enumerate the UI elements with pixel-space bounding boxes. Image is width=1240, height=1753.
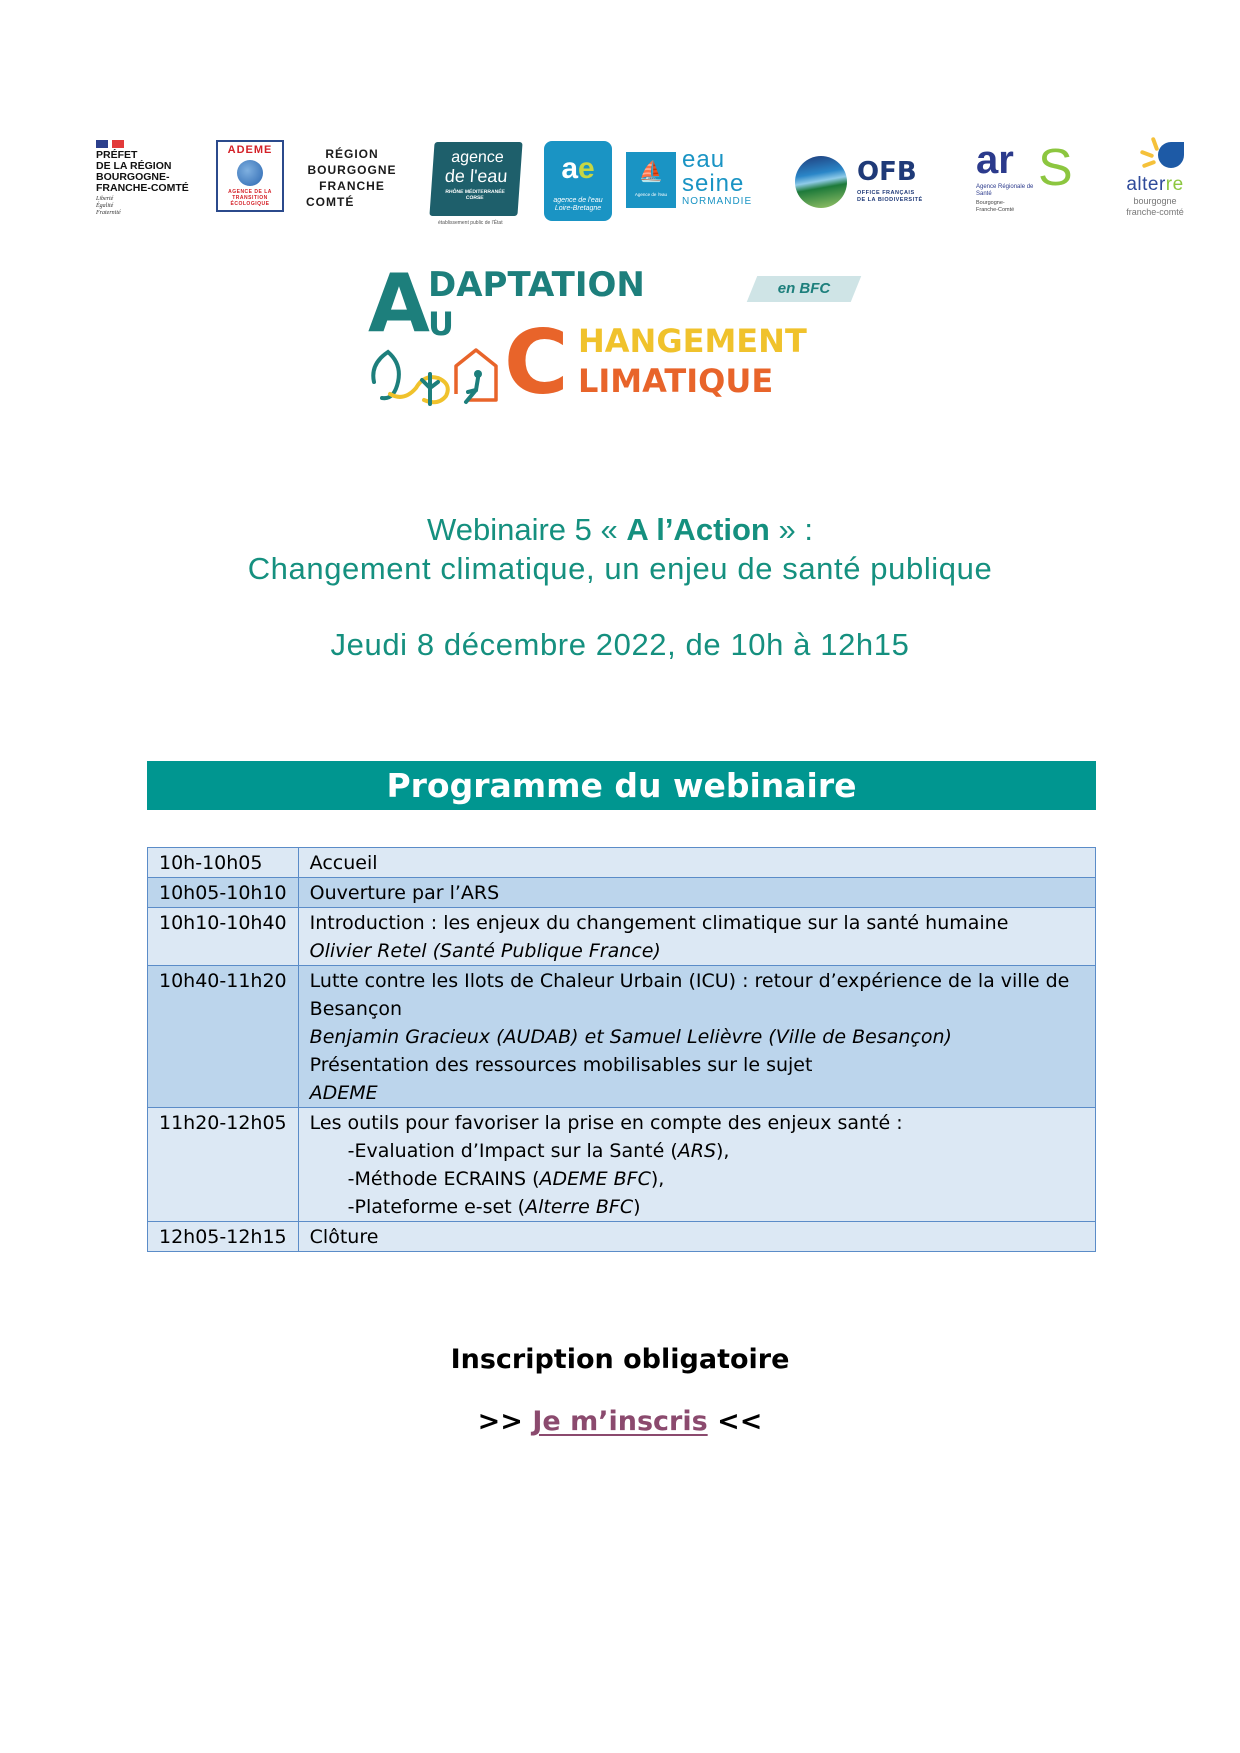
aesn-line: eau bbox=[682, 146, 726, 173]
aesn-line: NORMANDIE bbox=[682, 196, 753, 207]
arrow-suffix: << bbox=[707, 1406, 763, 1437]
globe-icon bbox=[237, 160, 263, 186]
region-line: BOURGOGNE bbox=[307, 163, 397, 177]
logo-adaptation: DAPTATION bbox=[428, 265, 645, 305]
table-row bbox=[148, 848, 1096, 878]
speaker-line: ADEME bbox=[309, 1082, 378, 1104]
programme-table bbox=[147, 847, 1096, 1252]
aermc-line: RHÔNE MÉDITERRANÉE bbox=[445, 189, 506, 195]
time-cell: 11h20-12h05 bbox=[148, 1108, 299, 1222]
content-cell bbox=[298, 908, 1095, 966]
ofb-wordmark: OFB bbox=[857, 157, 917, 187]
prefet-line: DE LA RÉGION bbox=[96, 160, 172, 172]
logo-en-bfc-tag: en BFC bbox=[747, 276, 862, 302]
org-name: Alterre BFC bbox=[525, 1196, 634, 1218]
webinar-title: Webinaire 5 « A l’Action » : bbox=[427, 512, 813, 547]
adaptation-changement-climatique-logo bbox=[368, 257, 868, 414]
dash-bullet-icon: - bbox=[347, 1168, 355, 1190]
arrow-prefix: >> bbox=[477, 1406, 533, 1437]
logo-climatique: LIMATIQUE bbox=[578, 362, 774, 400]
ars-region-line: Franche-Comté bbox=[976, 207, 1015, 213]
table-row bbox=[148, 966, 1096, 1108]
ars-logo bbox=[976, 138, 1096, 224]
prefet-bfc-logo bbox=[96, 140, 200, 217]
aesn-line: seine bbox=[682, 170, 745, 197]
ars-region-line: Bourgogne- bbox=[976, 200, 1005, 206]
webinar-subtitle: Changement climatique, un enjeu de santé publique bbox=[247, 551, 993, 586]
aermc-line: agence bbox=[450, 149, 505, 166]
content-line: Clôture bbox=[309, 1226, 379, 1248]
ars-wordmark: ar bbox=[976, 138, 1014, 182]
prefet-line: PRÉFET bbox=[96, 149, 138, 161]
prefet-line: BOURGOGNE- bbox=[96, 171, 170, 183]
aermc-line: CORSE bbox=[465, 195, 484, 201]
marianne-flag-icon bbox=[96, 140, 200, 148]
content-cell bbox=[298, 848, 1095, 878]
ae-mark-icon bbox=[544, 141, 612, 197]
ars-region bbox=[976, 200, 1036, 214]
aelb-sub: agence de l'eau bbox=[553, 197, 603, 204]
alterre-logo bbox=[1112, 138, 1198, 228]
content-cell bbox=[298, 1222, 1095, 1252]
time-cell: 10h10-10h40 bbox=[148, 908, 299, 966]
content-line: Présentation des ressources mobilisables sur le sujet bbox=[309, 1054, 813, 1076]
ae-mark-a: a bbox=[561, 152, 578, 185]
ship-icon: ⛵ bbox=[638, 161, 664, 183]
alterre-sub: franche-comté bbox=[1126, 207, 1184, 217]
logo-big-c: C bbox=[504, 311, 569, 414]
content-line: Besançon bbox=[309, 998, 403, 1020]
ademe-title: ADEME bbox=[227, 144, 273, 156]
webinar-date: Jeudi 8 décembre 2022, de 10h à 12h15 bbox=[330, 627, 910, 662]
aesn-box-label: Agence de l'eau bbox=[634, 192, 668, 197]
aelb-sub: Loire-Bretagne bbox=[554, 205, 602, 212]
aesn-wordmark bbox=[682, 148, 752, 208]
registration-heading: Inscription obligatoire bbox=[450, 1344, 790, 1375]
org-name: ADEME BFC bbox=[539, 1168, 651, 1190]
table-row bbox=[148, 908, 1096, 966]
aermc-subtitle: établissement public de l'État bbox=[438, 220, 503, 226]
registration-link-line bbox=[0, 1404, 1240, 1440]
time-cell: 10h05-10h10 bbox=[148, 878, 299, 908]
programme-banner: Programme du webinaire bbox=[147, 761, 1096, 810]
content-line: Introduction : les enjeux du changement climatique sur la santé humaine bbox=[309, 912, 1009, 934]
ae-mark-e: e bbox=[578, 152, 595, 185]
bullet-item: -Plateforme e-set (Alterre BFC) bbox=[310, 1193, 1084, 1221]
ofb-sub: DE LA BIODIVERSITÉ bbox=[857, 197, 923, 203]
region-line: FRANCHE bbox=[319, 179, 385, 193]
region-line: COMTÉ bbox=[306, 195, 355, 209]
logo-changement: HANGEMENT bbox=[578, 322, 807, 360]
ofb-logo bbox=[795, 156, 945, 208]
logo-big-a: A bbox=[368, 257, 430, 350]
eau-seine-normandie-logo bbox=[626, 148, 776, 220]
content-line: Accueil bbox=[309, 852, 378, 874]
time-cell: 12h05-12h15 bbox=[148, 1222, 299, 1252]
content-cell bbox=[298, 1108, 1095, 1222]
register-link[interactable]: Je m’inscris bbox=[532, 1406, 708, 1437]
org-name: ARS bbox=[677, 1140, 717, 1162]
prefet-line: FRANCHE-COMTÉ bbox=[96, 182, 189, 194]
region-line: RÉGION bbox=[325, 147, 379, 161]
bullet-item: -Méthode ECRAINS (ADEME BFC), bbox=[310, 1165, 1084, 1193]
agence-eau-rmc-logo bbox=[429, 142, 522, 216]
aermc-line: de l'eau bbox=[444, 166, 509, 186]
content-cell bbox=[298, 966, 1095, 1108]
time-cell: 10h-10h05 bbox=[148, 848, 299, 878]
table-row bbox=[148, 1222, 1096, 1252]
dash-bullet-icon: - bbox=[347, 1196, 355, 1218]
content-line: Les outils pour favoriser la prise en compte des enjeux santé : bbox=[309, 1112, 903, 1134]
alterre-wordmark: alterre bbox=[1126, 174, 1184, 195]
ofb-sub: OFFICE FRANÇAIS bbox=[857, 190, 915, 196]
content-line: Lutte contre les Ilots de Chaleur Urbain (ICU) : retour d’expérience de la ville de bbox=[309, 970, 1070, 992]
logo-au: U bbox=[428, 305, 454, 343]
ademe-logo bbox=[216, 140, 284, 212]
table-row bbox=[148, 878, 1096, 908]
ademe-sub: ÉCOLOGIQUE bbox=[230, 201, 270, 207]
speaker-line: Benjamin Gracieux (AUDAB) et Samuel Lelièvre (Ville de Besançon) bbox=[309, 1026, 952, 1048]
sun-drop-icon bbox=[1112, 138, 1198, 174]
time-cell: 10h40-11h20 bbox=[148, 966, 299, 1108]
ship-icon-box bbox=[626, 152, 676, 208]
prefet-name bbox=[96, 150, 200, 194]
content-line: Ouverture par l’ARS bbox=[309, 882, 500, 904]
ademe-sub: AGENCE DE LA bbox=[228, 189, 272, 195]
dash-bullet-icon: - bbox=[347, 1140, 355, 1162]
content-cell bbox=[298, 878, 1095, 908]
table-row bbox=[148, 1108, 1096, 1222]
motto-line: Liberté bbox=[96, 196, 114, 202]
agence-eau-loire-bretagne-logo bbox=[544, 141, 612, 221]
webinar-title-bold: A l’Action bbox=[626, 512, 770, 547]
alterre-sub: bourgogne bbox=[1133, 196, 1177, 206]
bullet-item: -Evaluation d’Impact sur la Santé (ARS), bbox=[310, 1137, 1084, 1165]
logo-pictograms-icon bbox=[368, 344, 503, 410]
motto-line: Fraternité bbox=[96, 210, 121, 216]
ofb-subtitle bbox=[857, 190, 923, 204]
landscape-disc-icon bbox=[795, 156, 847, 208]
speaker-line: Olivier Retel (Santé Publique France) bbox=[309, 940, 661, 962]
ars-sub: Agence Régionale de Santé bbox=[976, 184, 1034, 197]
ademe-sub: TRANSITION bbox=[232, 195, 268, 201]
partner-logos-row bbox=[92, 138, 1202, 230]
region-bfc-logo bbox=[302, 146, 402, 210]
motto-line: Égalité bbox=[96, 203, 114, 209]
prefet-motto bbox=[96, 196, 200, 217]
ars-wordmark-s: S bbox=[1038, 139, 1073, 197]
